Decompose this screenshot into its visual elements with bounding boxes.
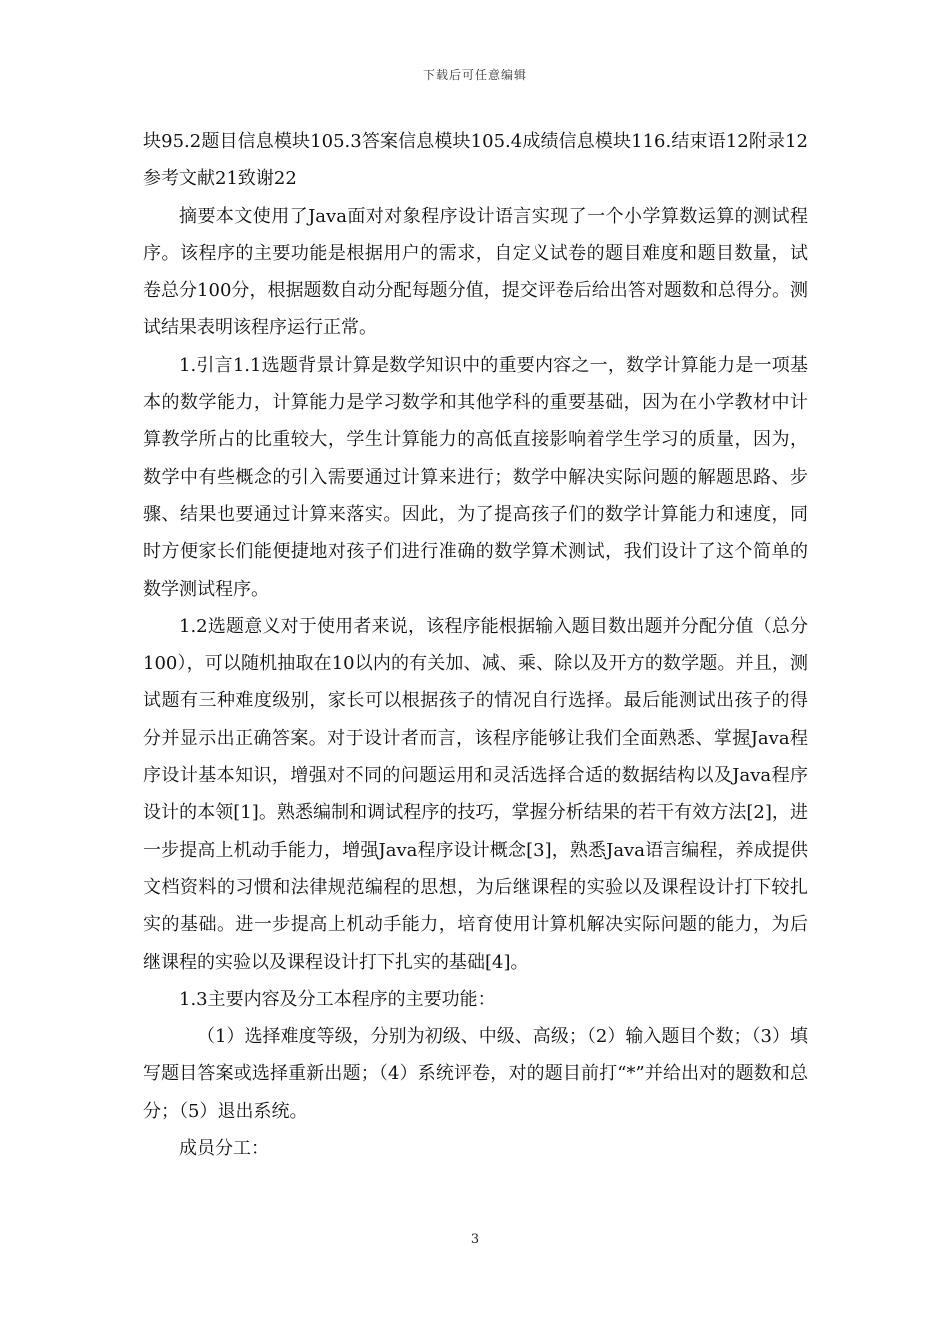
functions-list-paragraph: （1）选择难度等级，分别为初级、中级、高级；（2）输入题目个数；（3）填写题目答案或选择重新出题；（4）系统评卷，对的题目前打“*”并给出对的题数和总分；（5）退出系统。 — [143, 1026, 808, 1122]
member-division-label: 成员分工： — [179, 1138, 269, 1160]
significance-paragraph: 1.2选题意义对于使用者来说，该程序能根据输入题目数出题并分配分值（总分100），可以随机抽取在10以内的有关加、减、乘、除以及开方的数学题。并且，测试题有三种难度级别，家长可以根据孩子的情况自行选择。最后能测试出孩子的得分并显示出正确答案。对于设计者而言，该程序能够让我们全面熟悉、掌握Java程序设计基本知识，增强对不同的问题运用和灵活选择合适的数据结构以及Java程序设计的本领[1]。熟悉编制和调试程序的技巧，掌握分析结果的若干有效方法[2]，进一步提高上机动手能力，增强Java程序设计概念[3]，熟悉Java语言编程，养成提供文档资料的习惯和法律规范编程的思想，为后继课程的实验以及课程设计打下较扎实的基础。进一步提高上机动手能力，培育使用计算机解决实际问题的能力，为后继课程的实验以及课程设计打下扎实的基础[4]。 — [143, 615, 808, 973]
toc-continuation-paragraph: 块95.2题目信息模块105.3答案信息模块105.4成绩信息模块116.结束语12附录12参考文献21致谢22 — [143, 131, 808, 190]
page-header: 下载后可任意编辑 — [422, 68, 527, 82]
background-paragraph: 1.引言1.1选题背景计算是数学知识中的重要内容之一，数学计算能力是一项基本的数学能力，计算能力是学习数学和其他学科的重要基础，因为在小学教材中计算教学所占的比重较大，学生计算能力的高低直接影响着学生学习的质量，因为，数学中有些概念的引入需要通过计算来进行；数学中解决实际问题的解题思路、步骤、结果也要通过计算来落实。因此，为了提高孩子们的数学计算能力和速度，同时方便家长们能便捷地对孩子们进行准确的数学算术测试，我们设计了这个简单的数学测试程序。 — [143, 354, 808, 600]
page-number: 3 — [470, 1232, 480, 1247]
main-content-heading: 1.3主要内容及分工本程序的主要功能： — [179, 988, 496, 1010]
abstract-paragraph: 摘要本文使用了Java面对对象程序设计语言实现了一个小学算数运算的测试程序。该程序的主要功能是根据用户的需求，自定义试卷的题目难度和题目数量，试卷总分100分，根据题数自动分配每题分值，提交评卷后给出答对题数和总得分。测试结果表明该程序运行正常。 — [143, 205, 808, 339]
document-body — [143, 123, 808, 1167]
